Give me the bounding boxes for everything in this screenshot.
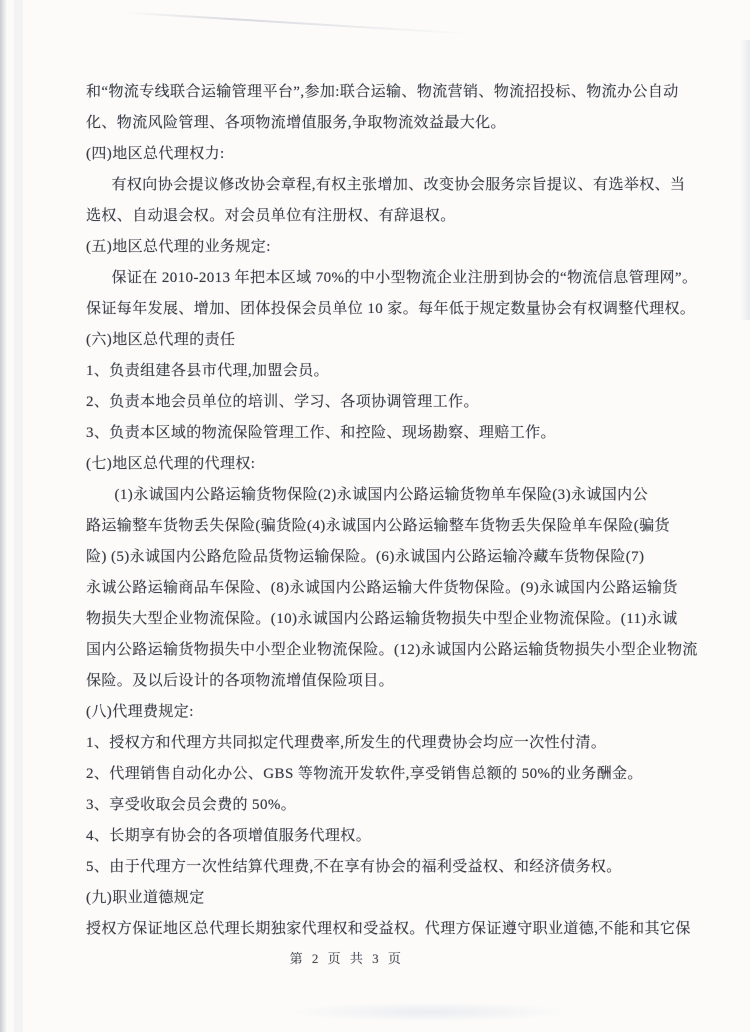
text-line: 物损失大型企业物流保险。(10)永诚国内公路运输货物损失中型企业物流保险。(11)永诚 xyxy=(86,611,678,627)
scan-crease-top xyxy=(120,11,469,34)
text-line: 选权、自动退会权。对会员单位有注册权、有辞退权。 xyxy=(86,208,456,224)
text-line: 1、授权方和代理方共同拟定代理费率,所发生的代理费协会均应一次性付清。 xyxy=(86,735,607,751)
section-heading: (八)代理费规定: xyxy=(86,704,194,720)
text-line: 国内公路运输货物损失中小型企业物流保险。(12)永诚国内公路运输货物损失小型企业物流 xyxy=(86,642,698,658)
text-line: 4、长期享有协会的各项增值服务代理权。 xyxy=(86,828,372,844)
text-line: 2、代理销售自动化办公、GBS 等物流开发软件,享受销售总额的 50%的业务酬金。 xyxy=(86,766,643,782)
text-line: 5、由于代理方一次性结算代理费,不在享有协会的福利受益权、和经济债务权。 xyxy=(86,859,622,875)
text-line: 1、负责组建各县市代理,加盟会员。 xyxy=(86,363,330,379)
section-heading: (九)职业道德规定 xyxy=(86,890,205,906)
text-line: 3、负责本区域的物流保险管理工作、和控险、现场勘察、理赔工作。 xyxy=(86,425,556,441)
text-line: 2、负责本地会员单位的培训、学习、各项协调管理工作。 xyxy=(86,394,479,410)
text-line: 和“物流专线联合运输管理平台”,参加:联合运输、物流营销、物流招投标、物流办公自动 xyxy=(86,84,679,100)
text-line: (1)永诚国内公路运输货物保险(2)永诚国内公路运输货物单车保险(3)永诚国内公 xyxy=(114,487,648,503)
scan-fold-band-left xyxy=(14,0,23,1032)
section-heading: (四)地区总代理权力: xyxy=(86,146,225,162)
scan-smudge-bottom xyxy=(290,1002,570,1022)
text-line: 保险。及以后设计的各项物流增值保险项目。 xyxy=(86,673,395,689)
text-line: 保证每年发展、增加、团体投保会员单位 10 家。每年低于规定数量协会有权调整代理权。 xyxy=(86,301,696,317)
page-number-footer: 第 2 页 共 3 页 xyxy=(289,951,403,966)
scan-edge-shadow-right xyxy=(740,40,750,320)
text-line: 有权向协会提议修改协会章程,有权主张增加、改变协会服务宗旨提议、有选举权、当 xyxy=(111,177,686,193)
section-heading: (七)地区总代理的代理权: xyxy=(86,456,256,472)
document-body xyxy=(86,77,718,945)
text-line: 路运输整车货物丢失保险(骗货险(4)永诚国内公路运输整车货物丢失保险单车保险(骗货 xyxy=(86,518,670,534)
text-line: 3、享受收取会员会费的 50%。 xyxy=(86,797,297,813)
section-heading: (六)地区总代理的责任 xyxy=(86,332,236,348)
text-line: 保证在 2010-2013 年把本区域 70%的中小型物流企业注册到协会的“物流信息管理网”。 xyxy=(111,270,698,286)
text-line: 授权方保证地区总代理长期独家代理权和受益权。代理方保证遵守职业道德,不能和其它保 xyxy=(86,921,691,937)
text-line: 险) (5)永诚国内公路危险品货物运输保险。(6)永诚国内公路运输冷藏车货物保险(7) xyxy=(86,549,645,565)
text-line: 永诚公路运输商品车保险、(8)永诚国内公路运输大件货物保险。(9)永诚国内公路运输货 xyxy=(86,580,678,596)
scan-edge-shadow-left xyxy=(0,0,7,1032)
text-line: 化、物流风险管理、各项物流增值服务,争取物流效益最大化。 xyxy=(86,115,506,131)
section-heading: (五)地区总代理的业务规定: xyxy=(86,239,271,255)
